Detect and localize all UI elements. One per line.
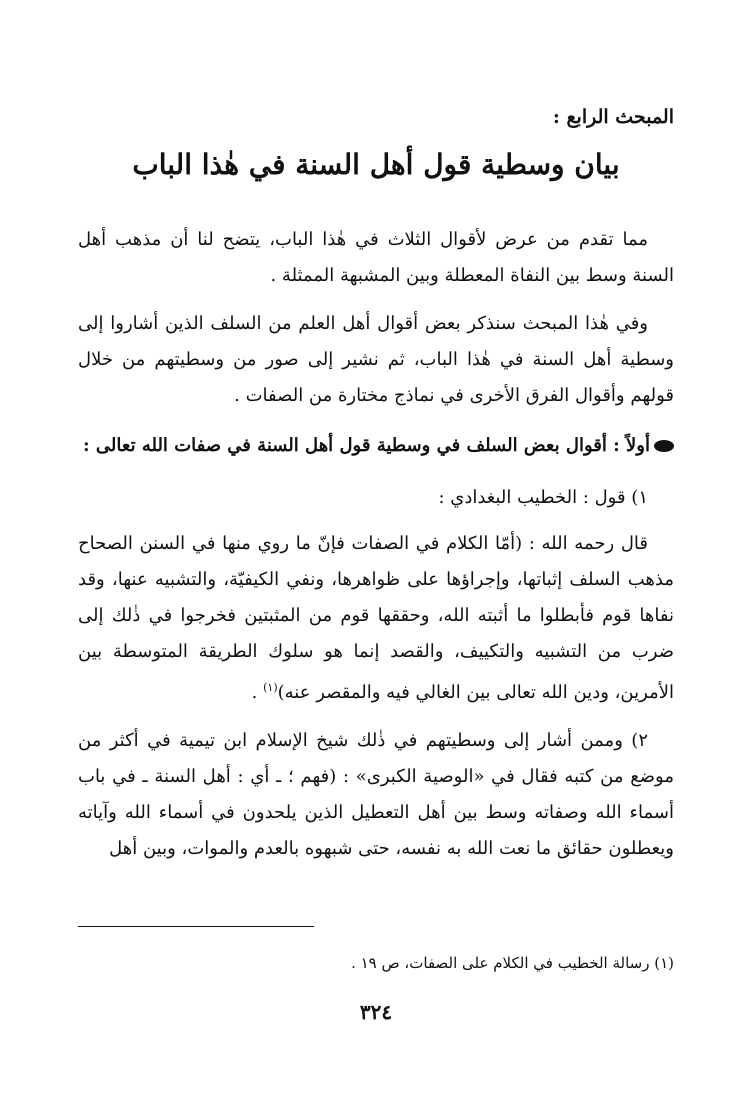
item1-quote-text: قال رحمه الله : (أمّا الكلام في الصفات فإنّ ما روي منها في السنن الصحاح مذهب السلف إثباتها، وإجراؤها على ظواهرها، ونفي الكيفيّة، والتشبيه عنها، وقد نفاها قوم فأبطلوا ما أثبته الله، وحققها قوم من المثبتين فخرجوا في ذٰلك إلى ضرب من التشبيه والتكييف، والقصد إنما هو سلوك الطريقة المتوسطة بين الأمرين، ودين الله تعالى بين الغالي فيه والمقصر عنه): [78, 533, 674, 703]
section-label: المبحث الرابع :: [552, 106, 674, 128]
page-title: بيان وسطية قول أهل السنة في هٰذا الباب: [132, 148, 620, 181]
footnote-divider: [78, 926, 314, 927]
first-heading-text: أولاً : أقوال بعض السلف في وسطية قول أهل السنة في صفات الله تعالى :: [83, 435, 650, 456]
footnote: (١) رسالة الخطيب في الكلام على الصفات، ص ١٩ .: [351, 954, 674, 972]
item1-quote-paragraph: [78, 526, 674, 711]
bullet-icon: [654, 440, 674, 452]
footnote-reference: (١): [263, 681, 278, 694]
item1-heading: ١) قول : الخطيب البغدادي :: [438, 487, 648, 508]
item2-paragraph: ٢) وممن أشار إلى وسطيتهم في ذٰلك شيخ الإسلام ابن تيمية في أكثر من موضع من كتبه فقال في «الوصية الكبرى» : (فهم ؛ ـ أي : أهل السنة ـ في باب أسماء الله وصفاته وسط بين أهل التعطيل الذين يلحدون في أسماء الله وآياته ويعطلون حقائق ما نعت الله به نفسه، حتى شبهوه بالعدم والموات، وبين أهل: [78, 730, 674, 859]
item1-quote-end: .: [251, 682, 264, 703]
second-paragraph: وفي هٰذا المبحث سنذكر بعض أقوال أهل العلم من السلف الذين أشاروا إلى وسطية أهل السنة في هٰذا الباب، ثم نشير إلى صور من وسطيتهم من خلال قولهم وأقوال الفرق الأخرى في نماذج مختارة من الصفات .: [78, 313, 674, 406]
document-page: [78, 100, 674, 1024]
page-number: ٣٢٤: [359, 1000, 393, 1024]
first-heading: [78, 428, 674, 464]
intro-paragraph: مما تقدم من عرض لأقوال الثلاث في هٰذا الباب، يتضح لنا أن مذهب أهل السنة وسط بين النفاة المعطلة وبين المشبهة الممثلة .: [78, 229, 674, 286]
